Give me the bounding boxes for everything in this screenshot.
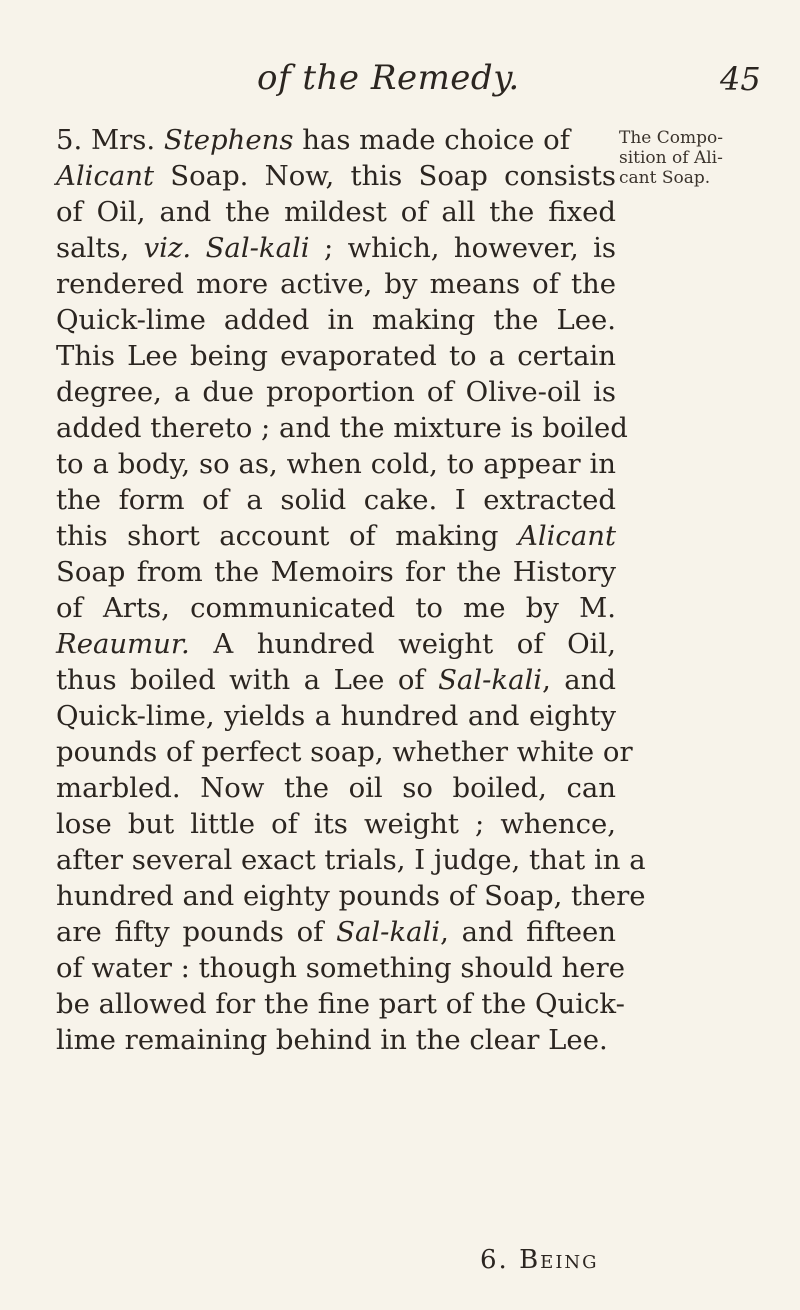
text-line: Quick-lime, yields a hundred and eighty [56,700,616,732]
margin-note-line: sition of Ali- [619,148,723,168]
text-line: the form of a solid cake. I extracted [56,484,616,516]
text-line: Alicant Soap. Now, this Soap consists [56,160,616,192]
text-line: rendered more active, by means of the [56,268,616,300]
margin-note [619,128,723,188]
margin-note-line: cant Soap. [619,168,711,188]
text-line: 5. Mrs. Stephens has made choice of [56,124,570,156]
text-line: of water : though something should here [56,952,625,984]
text-line: degree, a due proportion of Olive-oil is [56,376,616,408]
text-line: pounds of perfect soap, whether white or [56,736,633,768]
text-line: after several exact trials, I judge, that in a [56,844,646,876]
page-header [0,54,800,104]
text-line: Reaumur. A hundred weight of Oil, [56,628,616,660]
text-line: are fifty pounds of Sal-kali, and fifteen [56,916,616,948]
text-line: of Arts, communicated to me by M. [56,592,616,624]
text-line: lose but little of its weight ; whence, [56,808,616,840]
text-line: marbled. Now the oil so boiled, can [56,772,616,804]
text-line: salts, viz. Sal-kali ; which, however, is [56,232,616,264]
text-line: thus boiled with a Lee of Sal-kali, and [56,664,617,696]
margin-note-line: The Compo- [619,128,723,148]
text-line: lime remaining behind in the clear Lee. [56,1024,608,1056]
text-line: This Lee being evaporated to a certain [56,340,616,372]
catchword: 6. Being [480,1245,599,1275]
page-number: 45 [720,60,761,98]
text-line: hundred and eighty pounds of Soap, there [56,880,646,912]
running-title: of the Remedy. [257,58,520,98]
text-line: Quick-lime added in making the Lee. [56,304,616,336]
text-line: to a body, so as, when cold, to appear in [56,448,616,480]
text-line: added thereto ; and the mixture is boiled [56,412,628,444]
text-line: be allowed for the fine part of the Quick- [56,988,625,1020]
text-line: this short account of making Alicant [56,520,616,552]
text-line: of Oil, and the mildest of all the fixed [56,196,616,228]
text-line: Soap from the Memoirs for the History [56,556,616,588]
